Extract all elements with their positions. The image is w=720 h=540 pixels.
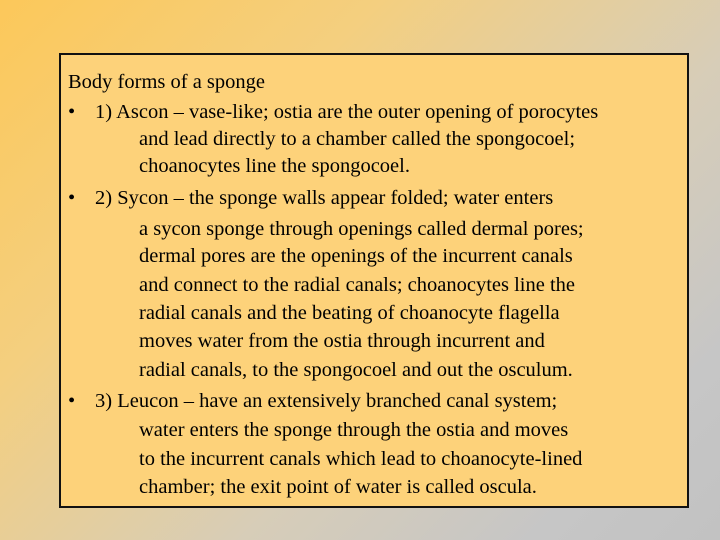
item-2-line-2: a sycon sponge through openings called dermal pores; <box>139 218 584 240</box>
slide-title: Body forms of a sponge <box>68 71 266 93</box>
item-1-line-3: choanocytes line the spongocoel. <box>139 155 410 177</box>
item-2-line-1: 2) Sycon – the sponge walls appear folded; water enters <box>95 187 554 209</box>
item-2-line-6: moves water from the ostia through incurrent and <box>139 330 545 352</box>
item-2-line-7: radial canals, to the spongocoel and out the osculum. <box>139 359 573 381</box>
bullet-icon: • <box>68 101 76 123</box>
item-3-line-4: chamber; the exit point of water is called oscula. <box>139 476 537 498</box>
bullet-icon: • <box>68 390 76 412</box>
item-2-line-3: dermal pores are the openings of the incurrent canals <box>139 245 573 267</box>
item-1-line-1: 1) Ascon – vase-like; ostia are the outer opening of porocytes <box>95 101 599 123</box>
item-3-line-2: water enters the sponge through the ostia and moves <box>139 419 569 441</box>
item-3-line-3: to the incurrent canals which lead to choanocyte-lined <box>139 448 583 470</box>
bullet-icon: • <box>68 187 76 209</box>
item-1-line-2: and lead directly to a chamber called the spongocoel; <box>139 128 576 150</box>
slide-content-box <box>59 53 689 508</box>
item-3-line-1: 3) Leucon – have an extensively branched canal system; <box>95 390 558 412</box>
item-2-line-5: radial canals and the beating of choanocyte flagella <box>139 302 560 324</box>
item-2-line-4: and connect to the radial canals; choanocytes line the <box>139 274 576 296</box>
